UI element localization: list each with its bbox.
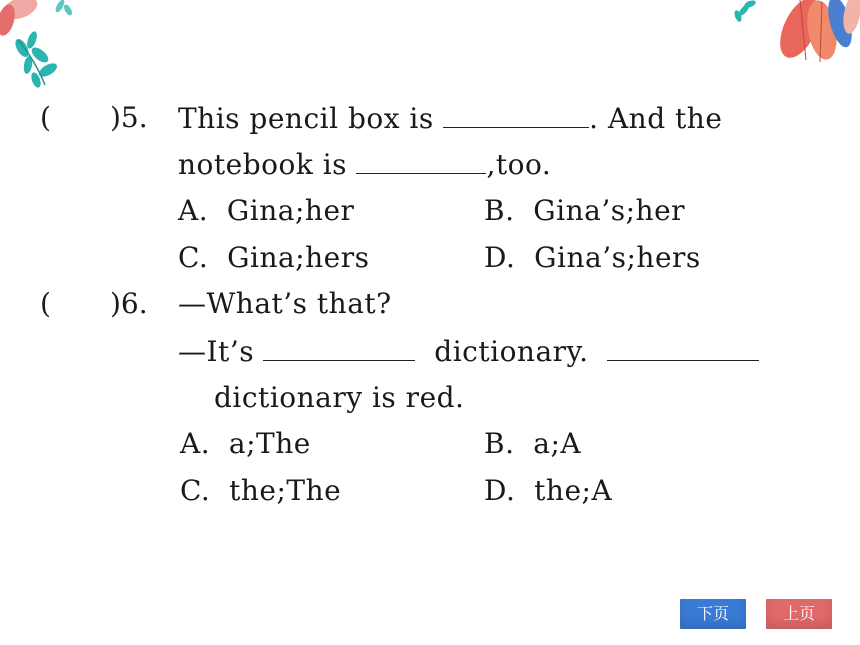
- question-text: —It’s: [178, 335, 264, 368]
- option-c: C. the;The: [180, 474, 342, 507]
- answer-paren-open: (: [40, 287, 51, 320]
- option-d: D. the;A: [484, 474, 613, 507]
- option-b: B. a;A: [484, 427, 582, 460]
- question-text-line-1: —What’s that?: [178, 287, 392, 320]
- question-text: notebook is: [178, 148, 357, 181]
- option-d: D. Gina’s;hers: [484, 241, 701, 274]
- next-page-button[interactable]: 下页: [680, 599, 746, 629]
- question-text: ,too.: [486, 148, 552, 181]
- previous-page-button[interactable]: 上页: [766, 599, 832, 629]
- question-text-line-2: [178, 334, 759, 369]
- question-text-line-3: dictionary is red.: [214, 381, 465, 414]
- option-c: C. Gina;hers: [178, 241, 370, 274]
- question-text: dictionary.: [434, 335, 589, 368]
- question-number: )6.: [110, 287, 148, 320]
- answer-blank: [443, 101, 589, 128]
- option-a: A. Gina;her: [178, 194, 355, 227]
- answer-blank: [356, 147, 486, 174]
- answer-paren-open: (: [40, 101, 51, 134]
- question-text-line-1: [178, 101, 722, 136]
- floral-decoration-top-left: [0, 0, 80, 95]
- option-b: B. Gina’s;her: [484, 194, 686, 227]
- question-text: This pencil box is: [178, 102, 444, 135]
- answer-blank: [263, 334, 415, 361]
- option-a: A. a;The: [180, 427, 311, 460]
- question-number: )5.: [110, 101, 148, 134]
- floral-decoration-top-right: [730, 0, 860, 72]
- question-text: . And the: [589, 102, 723, 135]
- answer-blank: [607, 334, 759, 361]
- question-text-line-2: [178, 147, 551, 182]
